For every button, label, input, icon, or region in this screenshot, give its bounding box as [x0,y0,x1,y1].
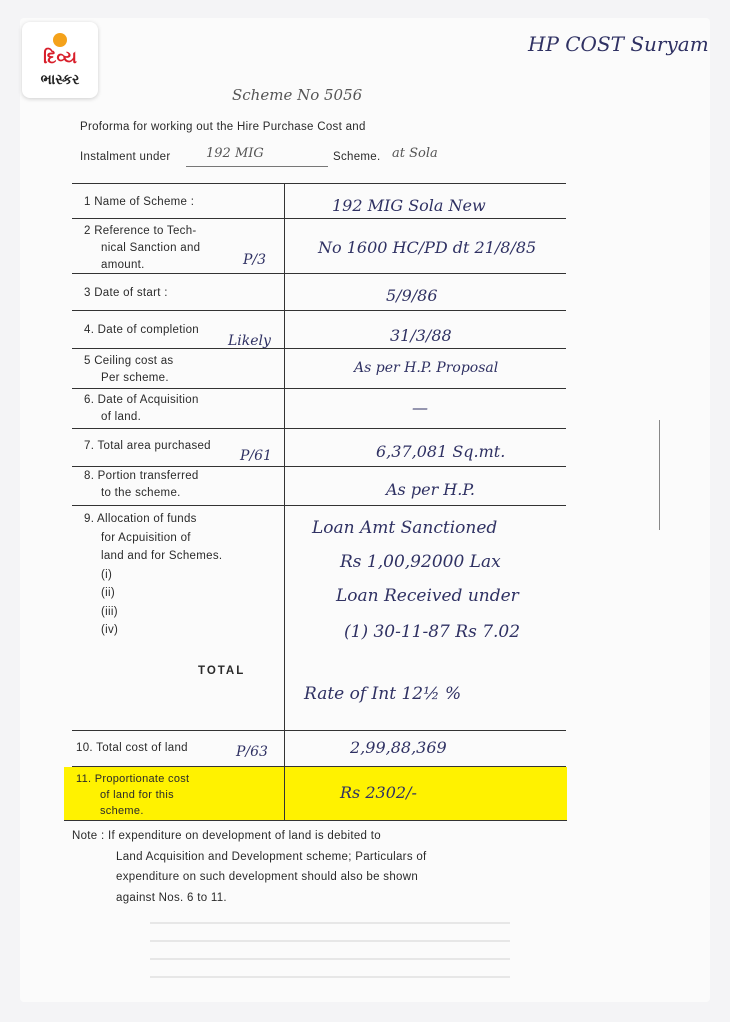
row6-value: — [412,398,428,417]
allocation-line3: Loan Received under [336,586,519,606]
row7-label: 7. Total area purchased [84,440,211,452]
allocation-line5: Rate of Int 12½ % [304,684,462,704]
instalment-value: 192 MIG [206,146,264,161]
allocation-line4: (1) 30-11-87 Rs 7.02 [344,622,521,642]
row10-label: 10. Total cost of land [76,742,188,754]
scheme-label: Scheme. [333,151,381,163]
row2-label: 2 Reference to Tech- nical Sanction and amount. [84,225,201,271]
row10-page-ref: P/63 [236,744,268,760]
row4-label: 4. Date of completion [84,324,199,336]
row7-value: 6,37,081 Sq.mt. [376,442,506,461]
allocation-line2: Rs 1,00,92000 Lax [340,552,501,572]
scheme-value: at Sola [392,146,438,161]
row8-value: As per H.P. [386,480,475,499]
divya-bhaskar-logo [22,22,98,98]
instalment-label: Instalment under [80,151,171,163]
row9-label: 9. Allocation of funds for Acpuisition of land and for Schemes. (i) (ii) (iii) (iv) [84,513,223,636]
row5-value: As per H.P. Proposal [354,360,499,376]
row4-note: Likely [228,333,271,349]
logo-line1: દિવ્ય [43,48,77,68]
scheme-number: Scheme No 5056 [232,86,363,104]
row8-label: 8. Portion transferred to the scheme. [84,470,199,499]
footnote: Note : If expenditure on development of land is debited to Land Acquisition and Development scheme; Particulars of expenditure on such development should also be shown against Nos. 6 to 11. [72,830,427,904]
logo-line2: ભાસ્કર [40,72,80,88]
row10-value: 2,99,88,369 [350,738,447,757]
proforma-heading: Proforma for working out the Hire Purchase Cost and [80,121,366,133]
bleed-through-text [150,922,510,982]
instalment-underline [186,166,328,167]
row11-value: Rs 2302/- [340,783,417,802]
row6-label: 6. Date of Acquisition of land. [84,394,199,423]
row3-label: 3 Date of start : [84,287,168,299]
total-label: TOTAL [198,665,246,677]
sun-icon [53,33,67,47]
row4-value: 31/3/88 [390,326,452,345]
row2-page-ref: P/3 [243,252,267,268]
row1-label: 1 Name of Scheme : [84,196,195,208]
row1-value: 192 MIG Sola New [332,196,486,215]
row5-label: 5 Ceiling cost as Per scheme. [84,355,174,384]
row11-label: 11. Proportionate cost of land for this scheme. [76,773,190,817]
allocation-line1: Loan Amt Sanctioned [312,518,498,538]
row3-value: 5/9/86 [386,286,438,305]
row7-page-ref: P/61 [240,448,272,464]
row2-value: No 1600 HC/PD dt 21/8/85 [318,238,537,257]
handwritten-title: HP COST Suryam [528,32,709,56]
